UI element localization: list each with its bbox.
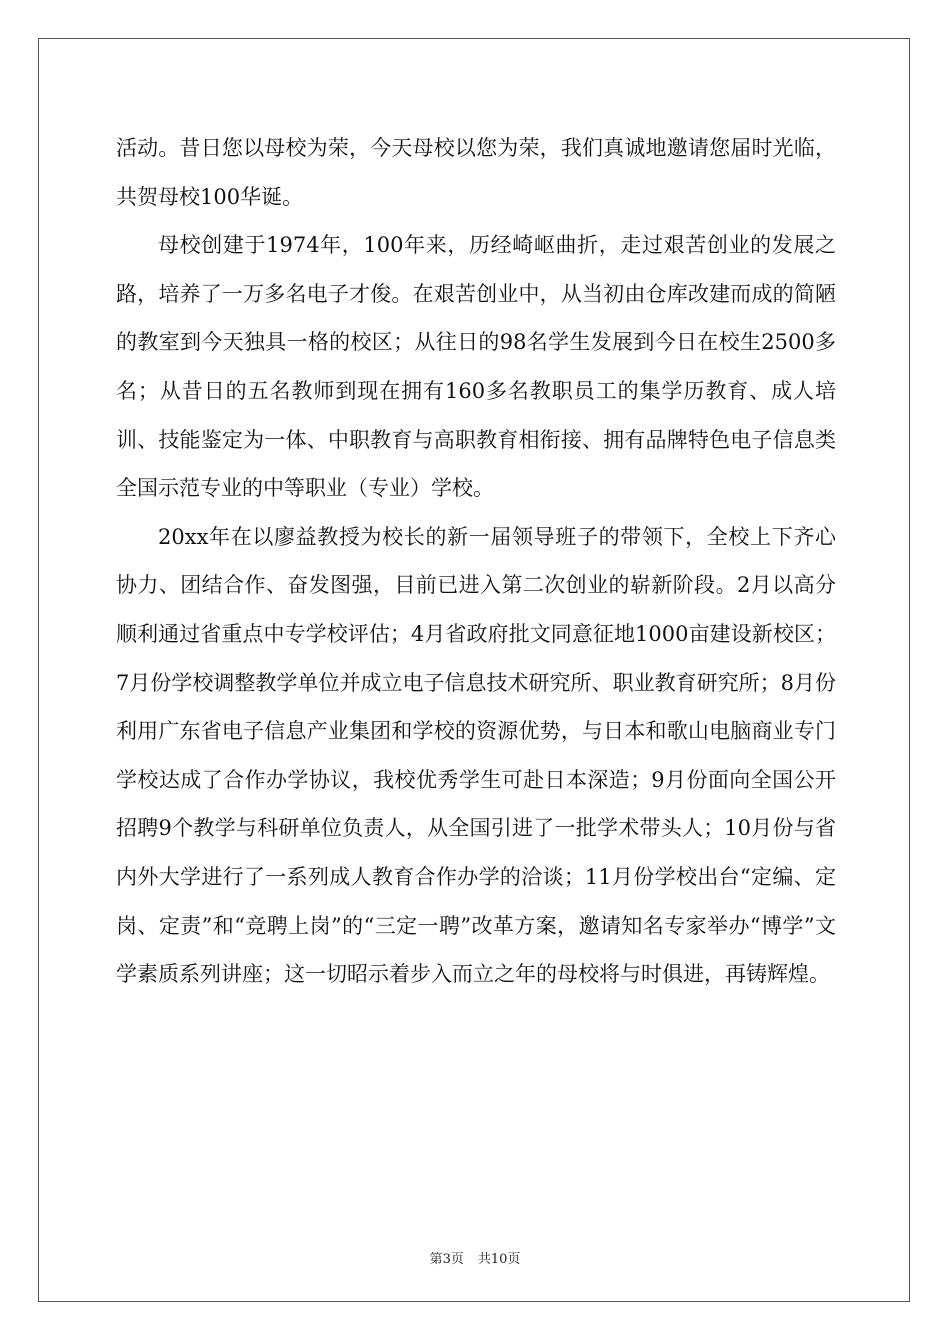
paragraph-school-history: 母校创建于1974年，100年来，历经崎岖曲折，走过艰苦创业的发展之路，培养了一万多名电子才俊。在艰苦创业中，从当初由仓库改建而成的简陋的教室到今天独具一格的校区；从往日的98名学生发展到今日在校生2500多名；从昔日的五名教师到现在拥有160多名教职员工的集学历教育、成人培训、技能鉴定为一体、中职教育与高职教育相衔接、拥有品牌特色电子信息类全国示范专业的中等职业（专业）学校。 bbox=[116, 233, 836, 501]
document-body bbox=[116, 124, 836, 999]
page-total: 共10页 bbox=[477, 1252, 521, 1267]
paragraph-continuation: 活动。昔日您以母校为荣，今天母校以您为荣，我们真诚地邀请您届时光临，共贺母校100华诞。 bbox=[116, 136, 836, 209]
page-number: 第3页 bbox=[429, 1252, 464, 1267]
page-footer bbox=[0, 1248, 950, 1267]
paragraph-recent-developments: 20xx年在以廖益教授为校长的新一届领导班子的带领下，全校上下齐心协力、团结合作、奋发图强，目前已进入第二次创业的崭新阶段。2月以高分顺利通过省重点中专学校评估；4月省政府批文同意征地1000亩建设新校区；7月份学校调整教学单位并成立电子信息技术研究所、职业教育研究所；8月份利用广东省电子信息产业集团和学校的资源优势，与日本和歌山电脑商业专门学校达成了合作办学协议，我校优秀学生可赴日本深造；9月份面向全国公开招聘9个教学与科研单位负责人，从全国引进了一批学术带头人；10月份与省内外大学进行了一系列成人教育合作办学的洽谈；11月份学校出台“定编、定岗、定责”和“竞聘上岗”的“三定一聘”改革方案，邀请知名专家举办“博学”文学素质系列讲座；这一切昭示着步入而立之年的母校将与时俱进，再铸辉煌。 bbox=[116, 524, 836, 987]
